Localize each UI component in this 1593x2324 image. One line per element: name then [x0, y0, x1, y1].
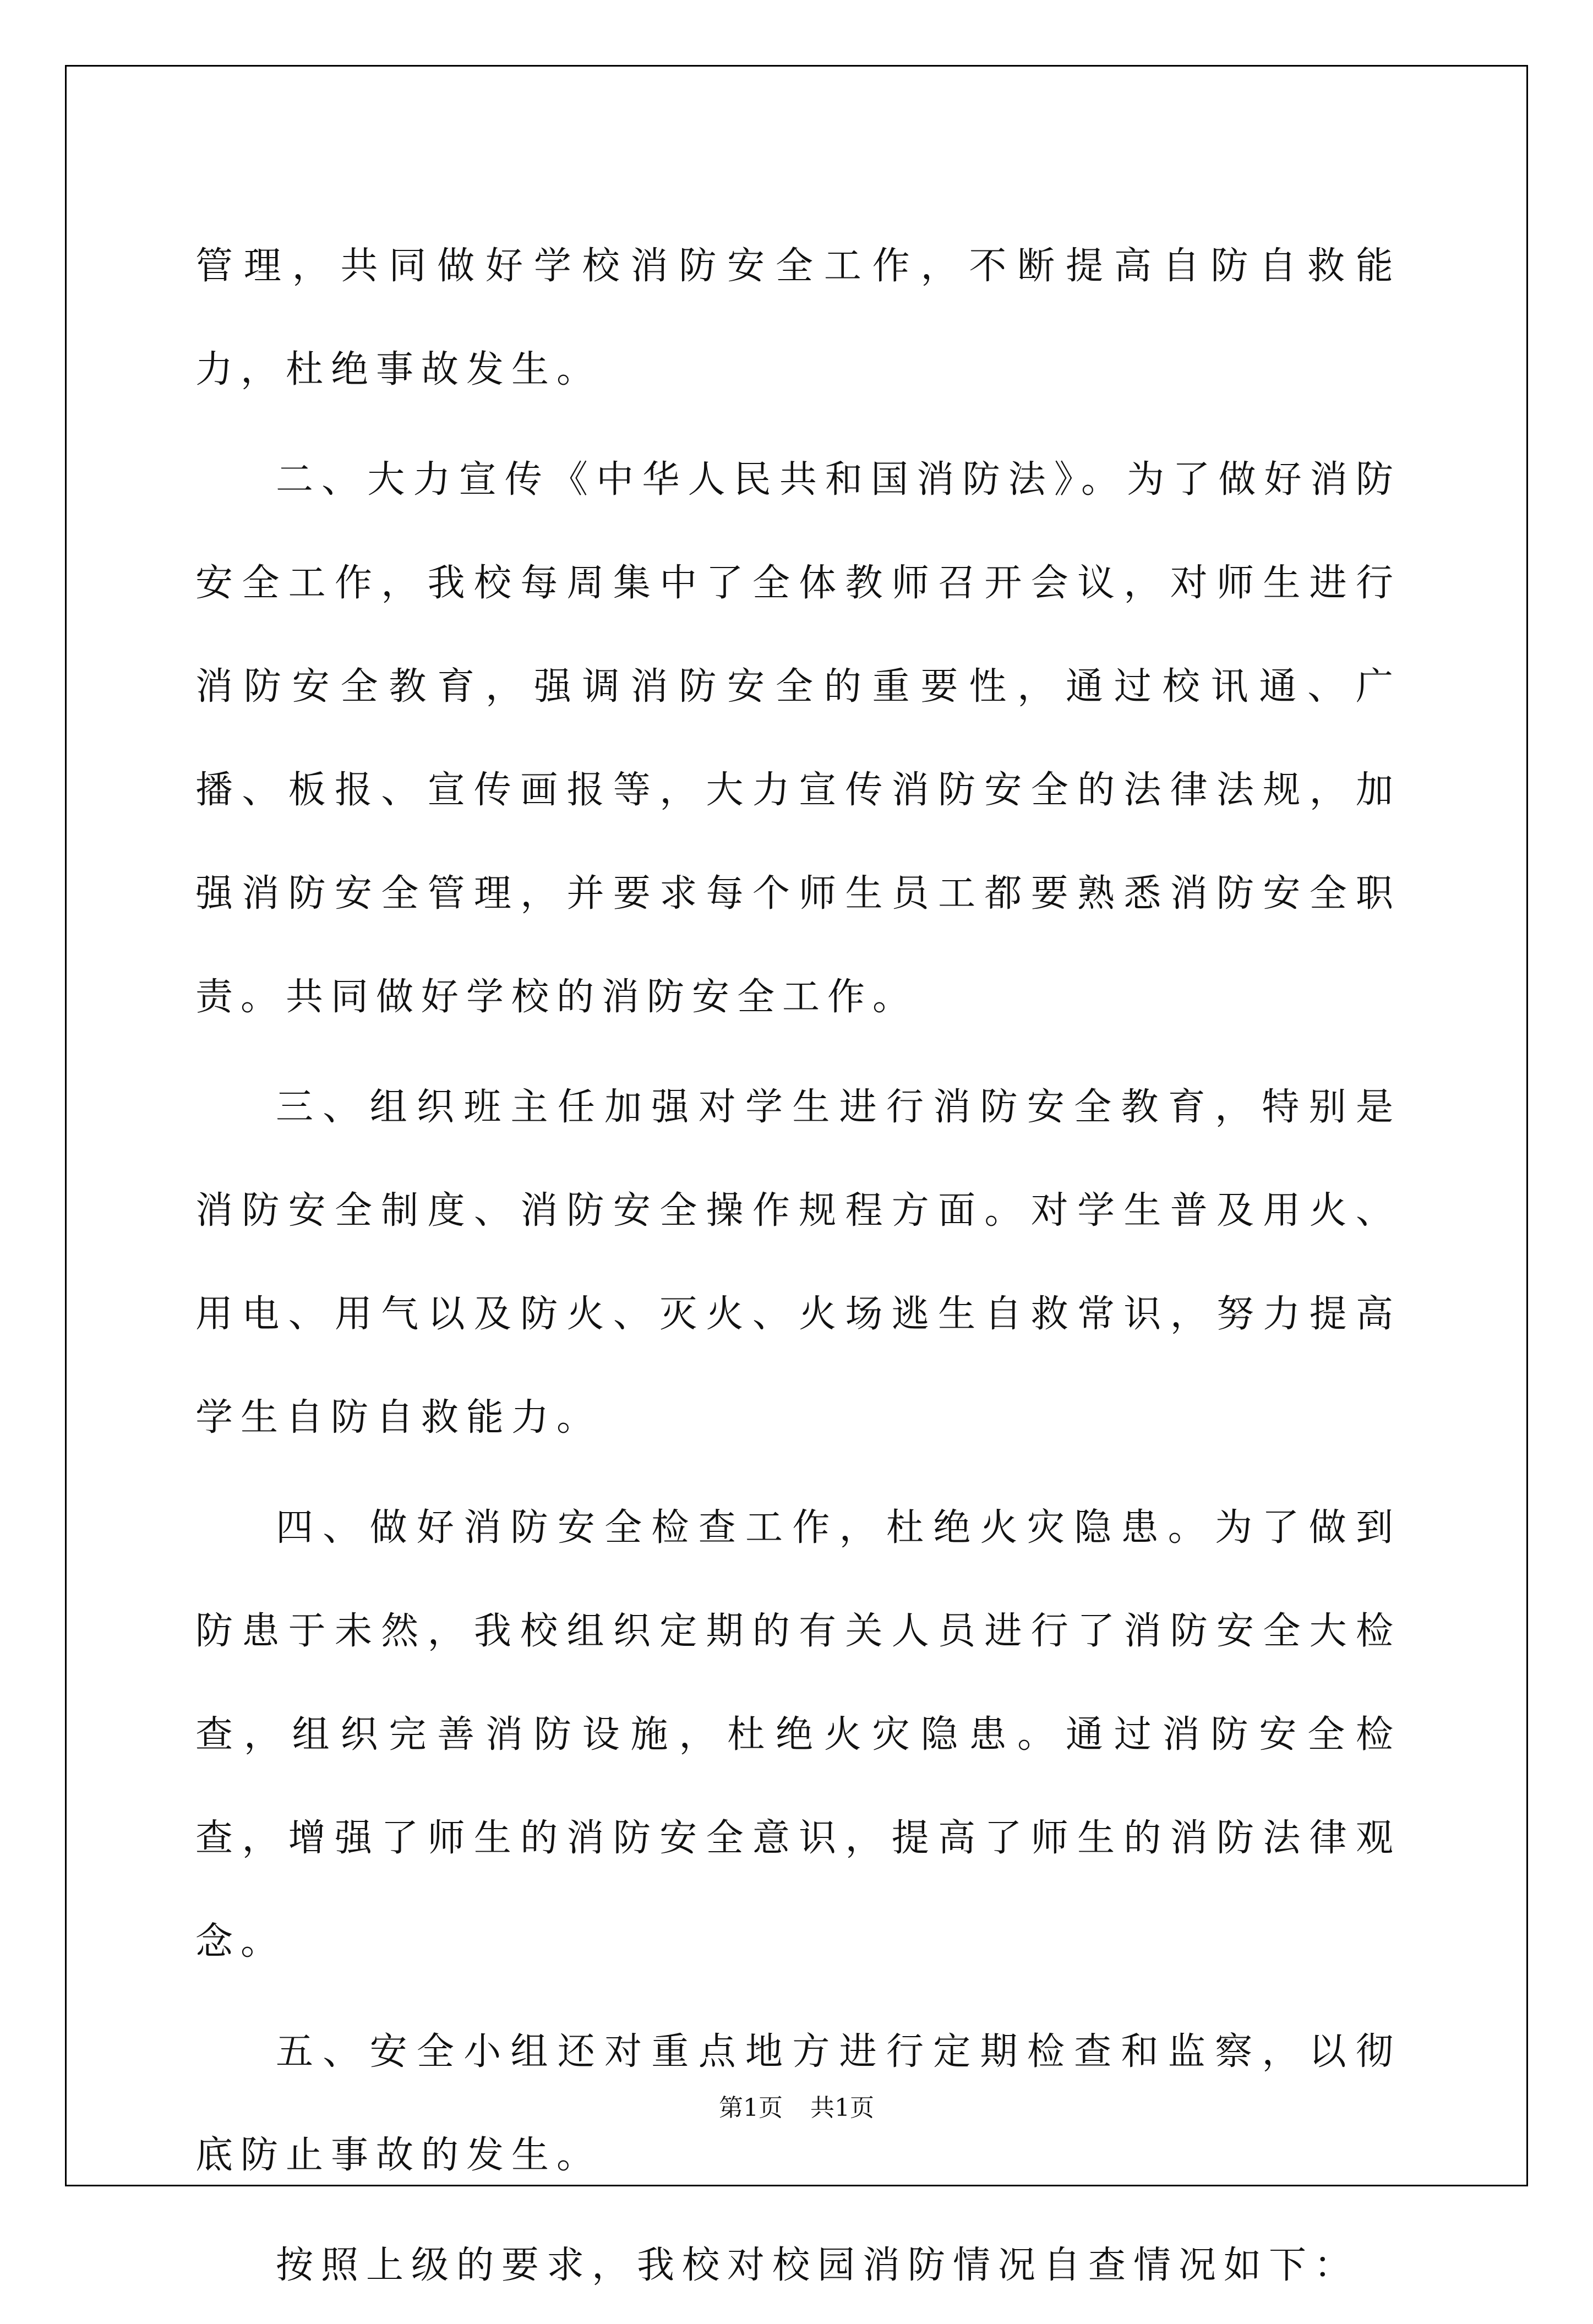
paragraph-section-5: 五、安全小组还对重点地方进行定期检查和监察，以彻底防止事故的发生。	[195, 2030, 1401, 2177]
page-number-current: 第1页	[719, 2094, 783, 2122]
paragraph-self-inspection-intro: 按照上级的要求，我校对校园消防情况自查情况如下：	[276, 2244, 1360, 2287]
paragraph-section-3: 三、组织班主任加强对学生进行消防安全教育，特别是消防安全制度、消防安全操作规程方面。对学生普及用火、用电、用气以及防火、灭火、火场逃生自救常识，努力提高学生自防自救能力。	[195, 1085, 1401, 1439]
paragraph-continuation: 管理，共同做好学校消防安全工作，不断提高自防自救能力，杜绝事故发生。	[195, 244, 1401, 391]
page-footer	[0, 2092, 1593, 2125]
page-number-total: 共1页	[810, 2094, 874, 2122]
paragraph-section-2: 二、大力宣传《中华人民共和国消防法》。为了做好消防安全工作，我校每周集中了全体教师召开会议，对师生进行消防安全教育，强调消防安全的重要性，通过校讯通、广播、板报、宣传画报等，大力宣传消防安全的法律法规，加强消防安全管理，并要求每个师生员工都要熟悉消防安全职责。共同做好学校的消防安全工作。	[195, 458, 1401, 1019]
paragraph-section-4: 四、做好消防安全检查工作，杜绝火灾隐患。为了做到防患于未然，我校组织定期的有关人员进行了消防安全大检查，组织完善消防设施，杜绝火灾隐患。通过消防安全检查，增强了师生的消防安全意识，提高了师生的消防法律观念。	[195, 1506, 1401, 1963]
document-body	[195, 215, 1401, 2324]
